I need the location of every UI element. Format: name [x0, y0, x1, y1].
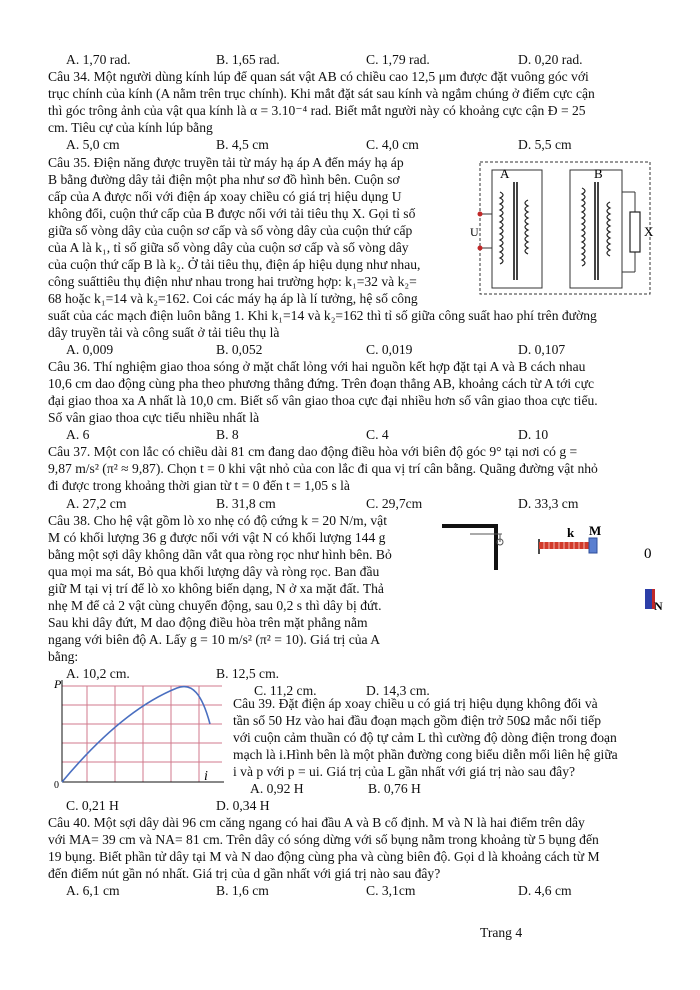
q38-option-a: A. 10,2 cm. [66, 666, 130, 681]
q37-option-a: A. 27,2 cm [66, 496, 127, 511]
q33-options [66, 52, 700, 68]
q35-line-11: dây truyền tải và công suất ở tải tiêu thụ là [48, 325, 280, 340]
q33-option-a: A. 1,70 rad. [66, 52, 131, 67]
coil-b-secondary [607, 202, 610, 256]
q35-option-a: A. 0,009 [66, 342, 114, 357]
q35-line-2: B bằng đường dây tải điện một pha như sơ đồ hình bên. Cuộn sơ [48, 172, 400, 187]
label-x: X [644, 224, 654, 239]
transformer-diagram [470, 152, 660, 300]
q37-line-1: Câu 37. Một con lắc có chiều dài 81 cm đang dao động điều hòa với biên độ góc 9° tại nơi có g = [48, 444, 578, 459]
q37-options [66, 496, 700, 512]
q39-option-a: A. 0,92 H [250, 781, 304, 796]
q36-line-1: Câu 36. Thí nghiệm giao thoa sóng ở mặt chất lỏng với hai nguồn kết hợp đặt tại A và B cách nhau [48, 359, 586, 374]
label-m: M [589, 523, 602, 538]
q35-line-8: công suấttiêu thụ điện như nhau trong hai trường hợp: k₁=32 và k₂= [48, 274, 417, 289]
q37-option-c: C. 29,7cm [366, 496, 423, 511]
table-edge [442, 526, 496, 570]
q39-line-3: với cuộn cảm thuần có độ tự cảm L thì cường độ dòng điện trong đoạn [233, 730, 617, 745]
q36-line-2: 10,6 cm dao động cùng pha theo phương thẳng đứng. Trên đoạn thẳng AB, khoảng cách từ A tới cực [48, 376, 594, 391]
origin-label: 0 [54, 780, 59, 791]
q39-line-2: tần số 50 Hz vào hai đầu đoạn mạch gồm điện trở 50Ω mắc nối tiếp [233, 713, 601, 728]
q35-line-5: giữa số vòng dây của cuộn sơ cấp và số vòng dây của cuộn thứ cấp [48, 223, 413, 238]
q35-options [66, 342, 700, 358]
q35-line-10: suất của các mạch điện luôn bằng 1. Khi k₁=14 và k₂=162 thì tỉ số giữa công suất hao phí trên đường [48, 308, 597, 323]
q33-option-b: B. 1,65 rad. [216, 52, 280, 67]
q38-line-2: M có khối lượng 36 g được nối với vật N có khối lượng 144 g [48, 530, 386, 545]
q40-option-a: A. 6,1 cm [66, 883, 120, 898]
q35-line-1: Câu 35. Điện năng được truyền tải từ máy hạ áp A đến máy hạ áp [48, 155, 404, 170]
q34-line-2: trục chính của kính (A nằm trên trục chính). Khi mắt đặt sát sau kính và ngắm chúng ở điểm cực cận [48, 86, 595, 101]
q40-option-c: C. 3,1cm [366, 883, 416, 898]
q36-line-4: Số vân giao thoa cực tiểu nhiều nhất là [48, 410, 260, 425]
q35-option-c: C. 0,019 [366, 342, 413, 357]
q39-option-c: C. 0,21 H [66, 798, 119, 813]
axis-label-p: P [54, 677, 62, 691]
p-i-graph [52, 676, 232, 794]
q37-option-d: D. 33,3 cm [518, 496, 579, 511]
q40-line-3: 19 bụng. Biết phần tử dây tại M và N dao động cùng pha và cùng biên độ. Gọi d là khoảng cách từ M [48, 849, 600, 864]
q38-line-4: qua mọi ma sát, Bỏ qua khối lượng dây và ròng rọc. Ban đầu [48, 564, 380, 579]
q39-option-b: B. 0,76 H [368, 781, 421, 796]
q36-line-3: đại giao thoa xa A nhất là 10,0 cm. Biết số vân giao thoa cực đại nhiều hơn số vân giao thoa cực tiểu. [48, 393, 598, 408]
spring-pulley-diagram [440, 520, 670, 620]
graph-grid [62, 686, 222, 782]
q35-line-6: của A là k₁, tỉ số giữa số vòng dây của cuộn sơ cấp và số vòng dây [48, 240, 409, 255]
q36-option-d: D. 10 [518, 427, 549, 442]
q39-line-5: i và p với p = ui. Giá trị của L gần nhất với giá trị nào sau đây? [233, 764, 576, 779]
q33-option-d: D. 0,20 rad. [518, 52, 583, 67]
q38-line-7: Sau khi dây đứt, M dao động điều hòa trên mặt phẳng nằm [48, 615, 368, 630]
q34-option-a: A. 5,0 cm [66, 137, 120, 152]
axis-label-i: i [204, 769, 208, 784]
transmission-line-frame [480, 162, 650, 294]
label-k: k [567, 525, 575, 540]
q36-option-c: C. 4 [366, 427, 389, 442]
q34-option-c: C. 4,0 cm [366, 137, 419, 152]
load-resistor-x [630, 212, 640, 252]
p-i-curve [62, 687, 210, 783]
q34-line-4: cm. Tiêu cự của kính lúp bằng [48, 120, 213, 135]
label-a: A [500, 166, 510, 181]
q38-line-6: nhẹ M để cả 2 vật cùng chuyển động, sau 0,2 s thì dây bị đứt. [48, 598, 382, 613]
label-n: N [654, 599, 663, 613]
q33-option-c: C. 1,79 rad. [366, 52, 430, 67]
coil-b-primary [582, 188, 585, 266]
label-o: 0 [644, 546, 652, 562]
q35-option-d: D. 0,107 [518, 342, 566, 357]
q40-line-4: đến điểm nút gần nó nhất. Giá trị của d gần nhất với giá trị nào sau đây? [48, 866, 441, 881]
q40-line-2: với MA= 39 cm và NA= 81 cm. Trên dây có sóng dừng với số bụng nằm trong khoảng từ 5 bụng đến [48, 832, 599, 847]
q39-options-row-2 [66, 798, 700, 814]
q38-line-5: giữ M tại vị trí để lò xo không biến dạng, N ở xa mặt đất. Thả [48, 581, 384, 596]
q34-line-3: thì góc trông ảnh của vật qua kính là α = 3.10⁻⁴ rad. Biết mắt người này có khoảng cực cận Đ = 25 [48, 103, 586, 118]
q40-options [66, 883, 700, 899]
q34-option-d: D. 5,5 cm [518, 137, 572, 152]
q36-option-b: B. 8 [216, 427, 239, 442]
input-terminal-top [478, 212, 483, 217]
q38-line-3: bằng một sợi dây không dãn vắt qua ròng rọc như hình bên. Bỏ [48, 547, 392, 562]
q39-line-4: mạch là i.Hình bên là một phần đường cong biểu diễn mối liên hệ giữa [233, 747, 618, 762]
q38-option-b: B. 12,5 cm. [216, 666, 280, 681]
q40-option-b: B. 1,6 cm [216, 883, 269, 898]
coil-a-primary [500, 192, 503, 264]
label-u: U [470, 225, 479, 239]
q35-line-7: của cuộn thứ cấp B là k₂. Ở tải tiêu thụ, điện áp hiệu dụng như nhau, [48, 257, 421, 272]
input-terminal-bottom [478, 246, 483, 251]
q36-options [66, 427, 700, 443]
label-b: B [594, 166, 603, 181]
coil-a-secondary [525, 200, 528, 254]
q34-line-1: Câu 34. Một người dùng kính lúp để quan sát vật AB có chiều cao 12,5 μm được đặt vuông góc với [48, 69, 589, 84]
q35-option-b: B. 0,052 [216, 342, 263, 357]
q39-line-1: Câu 39. Đặt điện áp xoay chiều u có giá trị hiệu dụng không đổi và [233, 696, 598, 711]
q37-line-3: đi được trong khoảng thời gian từ t = 0 đến t = 1,05 s là [48, 478, 350, 493]
q40-option-d: D. 4,6 cm [518, 883, 572, 898]
q38-option-d: D. 14,3 cm. [366, 683, 430, 698]
q35-line-4: không đổi, cuộn thứ cấp của B được nối với tải tiêu thụ X. Gọi tỉ số [48, 206, 416, 221]
q40-line-1: Câu 40. Một sợi dây dài 96 cm căng ngang có hai đầu A và B cố định. M và N là hai điểm trên dây [48, 815, 585, 830]
block-m [589, 538, 597, 553]
page-number: Trang 4 [480, 925, 523, 940]
q35-line-9: 68 hoặc k₁=14 và k₂=162. Coi các máy hạ áp là lí tưởng, hệ số công [48, 291, 418, 306]
q38-line-1: Câu 38. Cho hệ vật gồm lò xo nhẹ có độ cứng k = 20 N/m, vật [48, 513, 387, 528]
q37-option-b: B. 31,8 cm [216, 496, 276, 511]
q38-option-c: C. 11,2 cm. [254, 683, 317, 698]
q34-option-b: B. 4,5 cm [216, 137, 269, 152]
q35-line-3: cấp của A được nối với điện áp xoay chiều có giá trị hiệu dụng U [48, 189, 402, 204]
q38-line-9: bằng: [48, 649, 79, 664]
q37-line-2: 9,87 m/s² (π² ≈ 9,87). Chọn t = 0 khi vật nhỏ của con lắc đi qua vị trí cân bằng. Quãng đường vật nhỏ [48, 461, 598, 476]
q36-option-a: A. 6 [66, 427, 90, 442]
q34-options [66, 137, 700, 153]
q38-line-8: ngang với biên độ A. Lấy g = 10 m/s² (π² = 10). Giá trị của A [48, 632, 381, 647]
q39-option-d: D. 0,34 H [216, 798, 270, 813]
block-n [645, 589, 652, 609]
